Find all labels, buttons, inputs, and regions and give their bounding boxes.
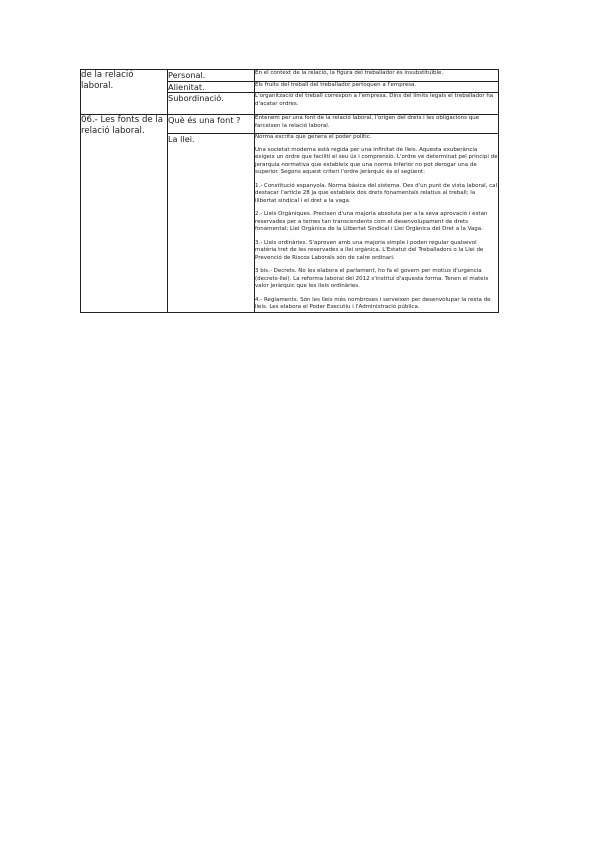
paragraph: 1.- Constitució espanyola. Norma bàsica del sistema. Des d'un punt de vista laboral, cal destacar l'article 28 ja que estableix dos drets fonamentals relatius al treball; la llibertat sindical i el dret a la vaga. bbox=[255, 182, 498, 204]
paragraph: Una societat moderna està regida per una infinitat de lleis. Aquesta exuberància exigeix un ordre que faciliti el seu ús i comprensió. L'ordre ve determinat pel principi de jerarquia normativa que estableix que una norma inferior no pot derogar una de superior. Segons aquest criteri l'ordre jeràrquic és el següent: bbox=[255, 146, 498, 175]
description-cell: Els fruits del treball del treballador pertoquen a l'empresa. bbox=[255, 82, 499, 93]
term-cell: La llei. bbox=[168, 134, 255, 313]
description-cell: Entenem per una font de la relació laboral, l'origen del drets i les obligacions que farceixen la relació laboral. bbox=[255, 115, 499, 134]
table-row bbox=[81, 70, 499, 82]
table-row bbox=[81, 115, 499, 134]
term-cell: Personal. bbox=[168, 70, 255, 82]
paragraph: 2.- Lleis Orgàniques. Precisen d'una majoria absoluta per a la seva aprovació i estan reservades per a temes tan transcendents com el desenvolupament de drets fonamental; Llei Orgànica de la Llibertat Sindical i Llei Orgànica del Dret a la Vaga. bbox=[255, 211, 488, 232]
paragraph: 3.- Lleis ordinàries. S'aproven amb una majoria simple i poden regular qualsevol matèria tret de les reservades a llei orgànica. L'Estatut del Treballadors o la Llei de Prevenció de Riscos Laborals són de caire ordinari. bbox=[255, 239, 484, 261]
term-cell: Què és una font ? bbox=[168, 115, 255, 134]
section-title-cell: de la relació laboral. bbox=[81, 70, 168, 115]
section-title-cell: 06.- Les fonts de la relació laboral. bbox=[81, 115, 168, 313]
description-cell: L'organització del treball correspon a l'empresa. Dins del límits legals el treballador ha d'acatar ordres. bbox=[255, 93, 499, 115]
paragraph: 4.- Reglaments. Són les lleis més nombroses i serveixen per desenvolupar la resta de lleis. Les elabora el Poder Executiu i l'Administració pública. bbox=[255, 296, 491, 310]
term-cell: Subordinació. bbox=[168, 93, 255, 115]
document-table bbox=[80, 69, 499, 313]
paragraph: Norma escrita que genera el poder polític. bbox=[255, 134, 372, 140]
paragraph: 3 bis.- Decrets. No les elabora el parlament, ho fa el govern per motius d'urgència (decrets-llei). La reforma laboral del 2012 s'instituí d'aquesta forma. Tenen el mateix valor jeràrquic que les lleis ordinàries. bbox=[255, 268, 489, 289]
description-cell: En el context de la relació, la figura del treballador és insubstituïble. bbox=[255, 70, 499, 82]
description-cell bbox=[255, 134, 499, 313]
term-cell: Alienitat. bbox=[168, 82, 255, 93]
